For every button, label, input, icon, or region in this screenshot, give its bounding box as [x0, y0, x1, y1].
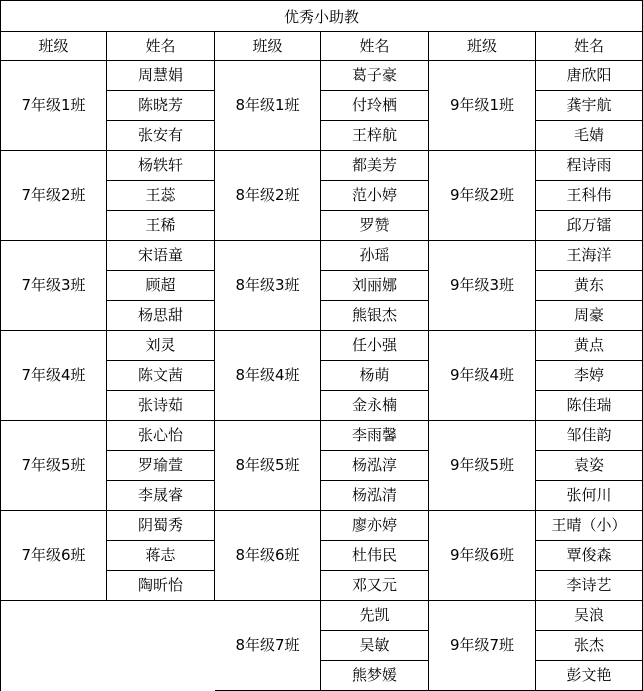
class-cell: 7年级1班	[0, 61, 107, 151]
header-name: 姓名	[321, 31, 429, 61]
student-name-cell: 金永楠	[321, 391, 429, 421]
student-name-cell: 杨泓淳	[321, 451, 429, 481]
class-cell: 7年级6班	[0, 511, 107, 601]
student-name-cell: 张安有	[107, 121, 215, 151]
header-name: 姓名	[107, 31, 215, 61]
student-name-cell: 顾超	[107, 271, 215, 301]
class-cell: 7年级3班	[0, 241, 107, 331]
class-cell: 9年级1班	[429, 61, 536, 151]
student-name-cell: 邱万镭	[536, 211, 643, 241]
empty-area	[0, 601, 215, 691]
student-name-cell: 杨萌	[321, 361, 429, 391]
student-name-cell: 杜伟民	[321, 541, 429, 571]
student-name-cell: 周豪	[536, 301, 643, 331]
student-name-cell: 李婷	[536, 361, 643, 391]
class-cell: 8年级5班	[215, 421, 321, 511]
student-name-cell: 黄点	[536, 331, 643, 361]
class-cell: 8年级1班	[215, 61, 321, 151]
class-cell: 9年级3班	[429, 241, 536, 331]
student-name-cell: 张心怡	[107, 421, 215, 451]
student-name-cell: 葛子豪	[321, 61, 429, 91]
student-name-cell: 罗赞	[321, 211, 429, 241]
header-class: 班级	[429, 31, 536, 61]
student-name-cell: 杨思甜	[107, 301, 215, 331]
student-name-cell: 孙瑶	[321, 241, 429, 271]
student-name-cell: 王海洋	[536, 241, 643, 271]
student-name-cell: 熊梦媛	[321, 661, 429, 691]
student-name-cell: 杨泓清	[321, 481, 429, 511]
student-name-cell: 黄东	[536, 271, 643, 301]
class-cell: 7年级2班	[0, 151, 107, 241]
student-name-cell: 王蕊	[107, 181, 215, 211]
student-name-cell: 邹佳韵	[536, 421, 643, 451]
student-name-cell: 吴敏	[321, 631, 429, 661]
student-name-cell: 刘丽娜	[321, 271, 429, 301]
header-class: 班级	[215, 31, 321, 61]
student-name-cell: 邓又元	[321, 571, 429, 601]
student-name-cell: 蒋志	[107, 541, 215, 571]
student-name-cell: 李雨馨	[321, 421, 429, 451]
student-name-cell: 张诗茹	[107, 391, 215, 421]
class-cell: 8年级4班	[215, 331, 321, 421]
student-name-cell: 陈佳瑞	[536, 391, 643, 421]
student-name-cell: 李诗艺	[536, 571, 643, 601]
student-name-cell: 吴浪	[536, 601, 643, 631]
class-cell: 9年级4班	[429, 331, 536, 421]
student-name-cell: 龚宇航	[536, 91, 643, 121]
student-name-cell: 唐欣阳	[536, 61, 643, 91]
student-name-cell: 陈文茜	[107, 361, 215, 391]
student-name-cell: 熊银杰	[321, 301, 429, 331]
student-name-cell: 廖亦婷	[321, 511, 429, 541]
student-name-cell: 罗瑜萱	[107, 451, 215, 481]
class-cell: 9年级6班	[429, 511, 536, 601]
student-name-cell: 陈晓芳	[107, 91, 215, 121]
student-name-cell: 阴蜀秀	[107, 511, 215, 541]
student-name-cell: 张何川	[536, 481, 643, 511]
student-name-cell: 范小婷	[321, 181, 429, 211]
student-name-cell: 王科伟	[536, 181, 643, 211]
student-name-cell: 周慧娟	[107, 61, 215, 91]
class-cell: 9年级2班	[429, 151, 536, 241]
student-name-cell: 宋语童	[107, 241, 215, 271]
class-cell: 9年级7班	[429, 601, 536, 691]
student-name-cell: 付玲栖	[321, 91, 429, 121]
student-name-cell: 王稀	[107, 211, 215, 241]
class-cell: 8年级7班	[215, 601, 321, 691]
class-cell: 8年级6班	[215, 511, 321, 601]
student-name-cell: 陶昕怡	[107, 571, 215, 601]
header-name: 姓名	[536, 31, 643, 61]
student-name-cell: 王梓航	[321, 121, 429, 151]
student-name-cell: 覃俊森	[536, 541, 643, 571]
student-name-cell: 程诗雨	[536, 151, 643, 181]
class-cell: 8年级3班	[215, 241, 321, 331]
student-name-cell: 先凯	[321, 601, 429, 631]
student-name-cell: 刘灵	[107, 331, 215, 361]
student-name-cell: 杨轶轩	[107, 151, 215, 181]
student-name-cell: 李晟睿	[107, 481, 215, 511]
class-cell: 8年级2班	[215, 151, 321, 241]
class-cell: 7年级5班	[0, 421, 107, 511]
student-name-cell: 袁姿	[536, 451, 643, 481]
class-cell: 7年级4班	[0, 331, 107, 421]
student-name-cell: 都美芳	[321, 151, 429, 181]
student-name-cell: 毛婧	[536, 121, 643, 151]
header-class: 班级	[0, 31, 107, 61]
student-name-cell: 王晴（小）	[536, 511, 643, 541]
student-name-cell: 张杰	[536, 631, 643, 661]
student-name-cell: 彭文艳	[536, 661, 643, 691]
class-cell: 9年级5班	[429, 421, 536, 511]
student-name-cell: 任小强	[321, 331, 429, 361]
table-title: 优秀小助教	[0, 0, 643, 31]
